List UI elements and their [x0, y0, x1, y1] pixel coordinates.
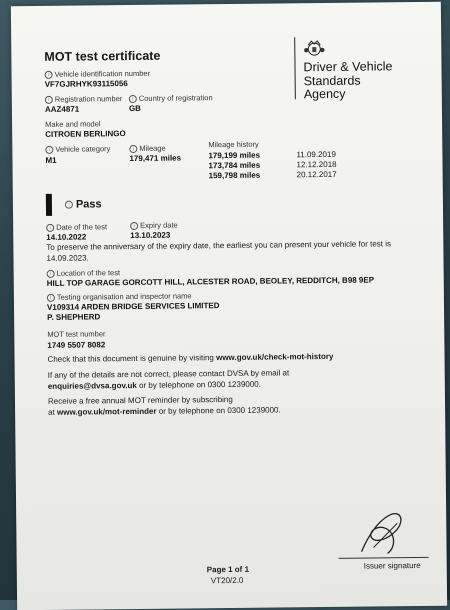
info-icon: i [45, 145, 53, 153]
issuer-signature-image [353, 507, 414, 563]
location-value: HILL TOP GARAGE GORCOTT HILL, ALCESTER ROAD, BEOLEY, REDDITCH, B98 9EP [46, 275, 375, 288]
test-number-value: 1749 5507 8082 [47, 340, 106, 350]
history-miles: 159,798 miles [208, 170, 261, 181]
organisation-label: i Testing organisation and inspector name [47, 291, 192, 302]
royal-crest-icon [303, 39, 325, 62]
mileage-label: i Mileage [129, 144, 165, 153]
test-date-value: 14.10.2022 [46, 232, 87, 242]
calendar-icon: i [46, 223, 54, 231]
make-label: Make and model [45, 119, 101, 129]
history-date: 11.09.2019 [296, 149, 336, 160]
contact-email-link[interactable]: enquiries@dvsa.gov.uk [47, 380, 137, 391]
issuer-signature-label: Issuer signature [363, 561, 421, 571]
location-icon: i [47, 269, 55, 277]
organisation-value: V109314 ARDEN BRIDGE SERVICES LIMITED [46, 301, 220, 312]
make-value: CITROEN BERLINGO [45, 129, 126, 139]
test-date-label: i Date of the test [46, 222, 107, 232]
agency-name: Driver & Vehicle Standards Agency [303, 59, 393, 102]
vin-label: i Vehicle identification number [45, 69, 151, 79]
history-date: 20.12.2017 [296, 169, 337, 180]
agency-divider [294, 37, 296, 99]
history-miles: 179,199 miles [208, 150, 261, 161]
mileage-value: 179,471 miles [129, 153, 182, 164]
mileage-history-label: Mileage history [208, 139, 259, 150]
info-icon: i [45, 70, 53, 78]
page-number: Page 1 of 1 [206, 564, 250, 575]
check-mot-link[interactable]: www.gov.uk/check-mot-history [216, 351, 334, 363]
location-label: i Location of the test [47, 268, 120, 278]
info-icon: i [45, 95, 53, 103]
test-number-label: MOT test number [47, 329, 106, 339]
info-icon: i [47, 293, 55, 301]
country-value: GB [128, 103, 141, 114]
calendar-icon: i [130, 221, 138, 229]
history-miles: 173,784 miles [208, 160, 261, 171]
form-code: VT20/2.0 [210, 575, 244, 586]
inspector-name: P. SHEPHERD [47, 312, 101, 322]
mot-certificate [11, 2, 447, 610]
registration-label: i Registration number [45, 94, 123, 104]
mot-reminder-link[interactable]: www.gov.uk/mot-reminder [56, 406, 157, 417]
vin-value: VF7GJRHYK93115056 [44, 79, 128, 89]
history-date: 12.12.2018 [296, 159, 337, 170]
page-title: MOT test certificate [44, 48, 161, 64]
category-label: i Vehicle category [45, 144, 110, 154]
reminder-text: Receive a free annual MOT reminder by subscribing at www.gov.uk/mot-reminder or by telephone on 0300 1239000. [47, 394, 281, 417]
result-bar [46, 194, 52, 216]
expiry-value: 13.10.2023 [130, 230, 171, 241]
info-icon: i [129, 144, 137, 152]
registration-value: AAZ4871 [44, 104, 80, 114]
check-genuine-text: Check that this document is genuine by visiting www.gov.uk/check-mot-history [47, 351, 334, 364]
result-status: i Pass [65, 198, 102, 210]
country-label: i Country of registration [129, 93, 213, 103]
expiry-label: i Expiry date [130, 221, 178, 230]
anniversary-note: To preserve the anniversary of the expiry date, the earliest you can present your vehicle for test is 14.09.2023. [46, 239, 392, 263]
info-icon: i [129, 94, 137, 102]
info-icon: i [65, 201, 73, 209]
category-value: M1 [45, 155, 57, 165]
contact-text: If any of the details are not correct, please contact DVSA by email at enquiries@dvsa.gov.uk or by telephone on 0300 1239000. [47, 368, 290, 391]
